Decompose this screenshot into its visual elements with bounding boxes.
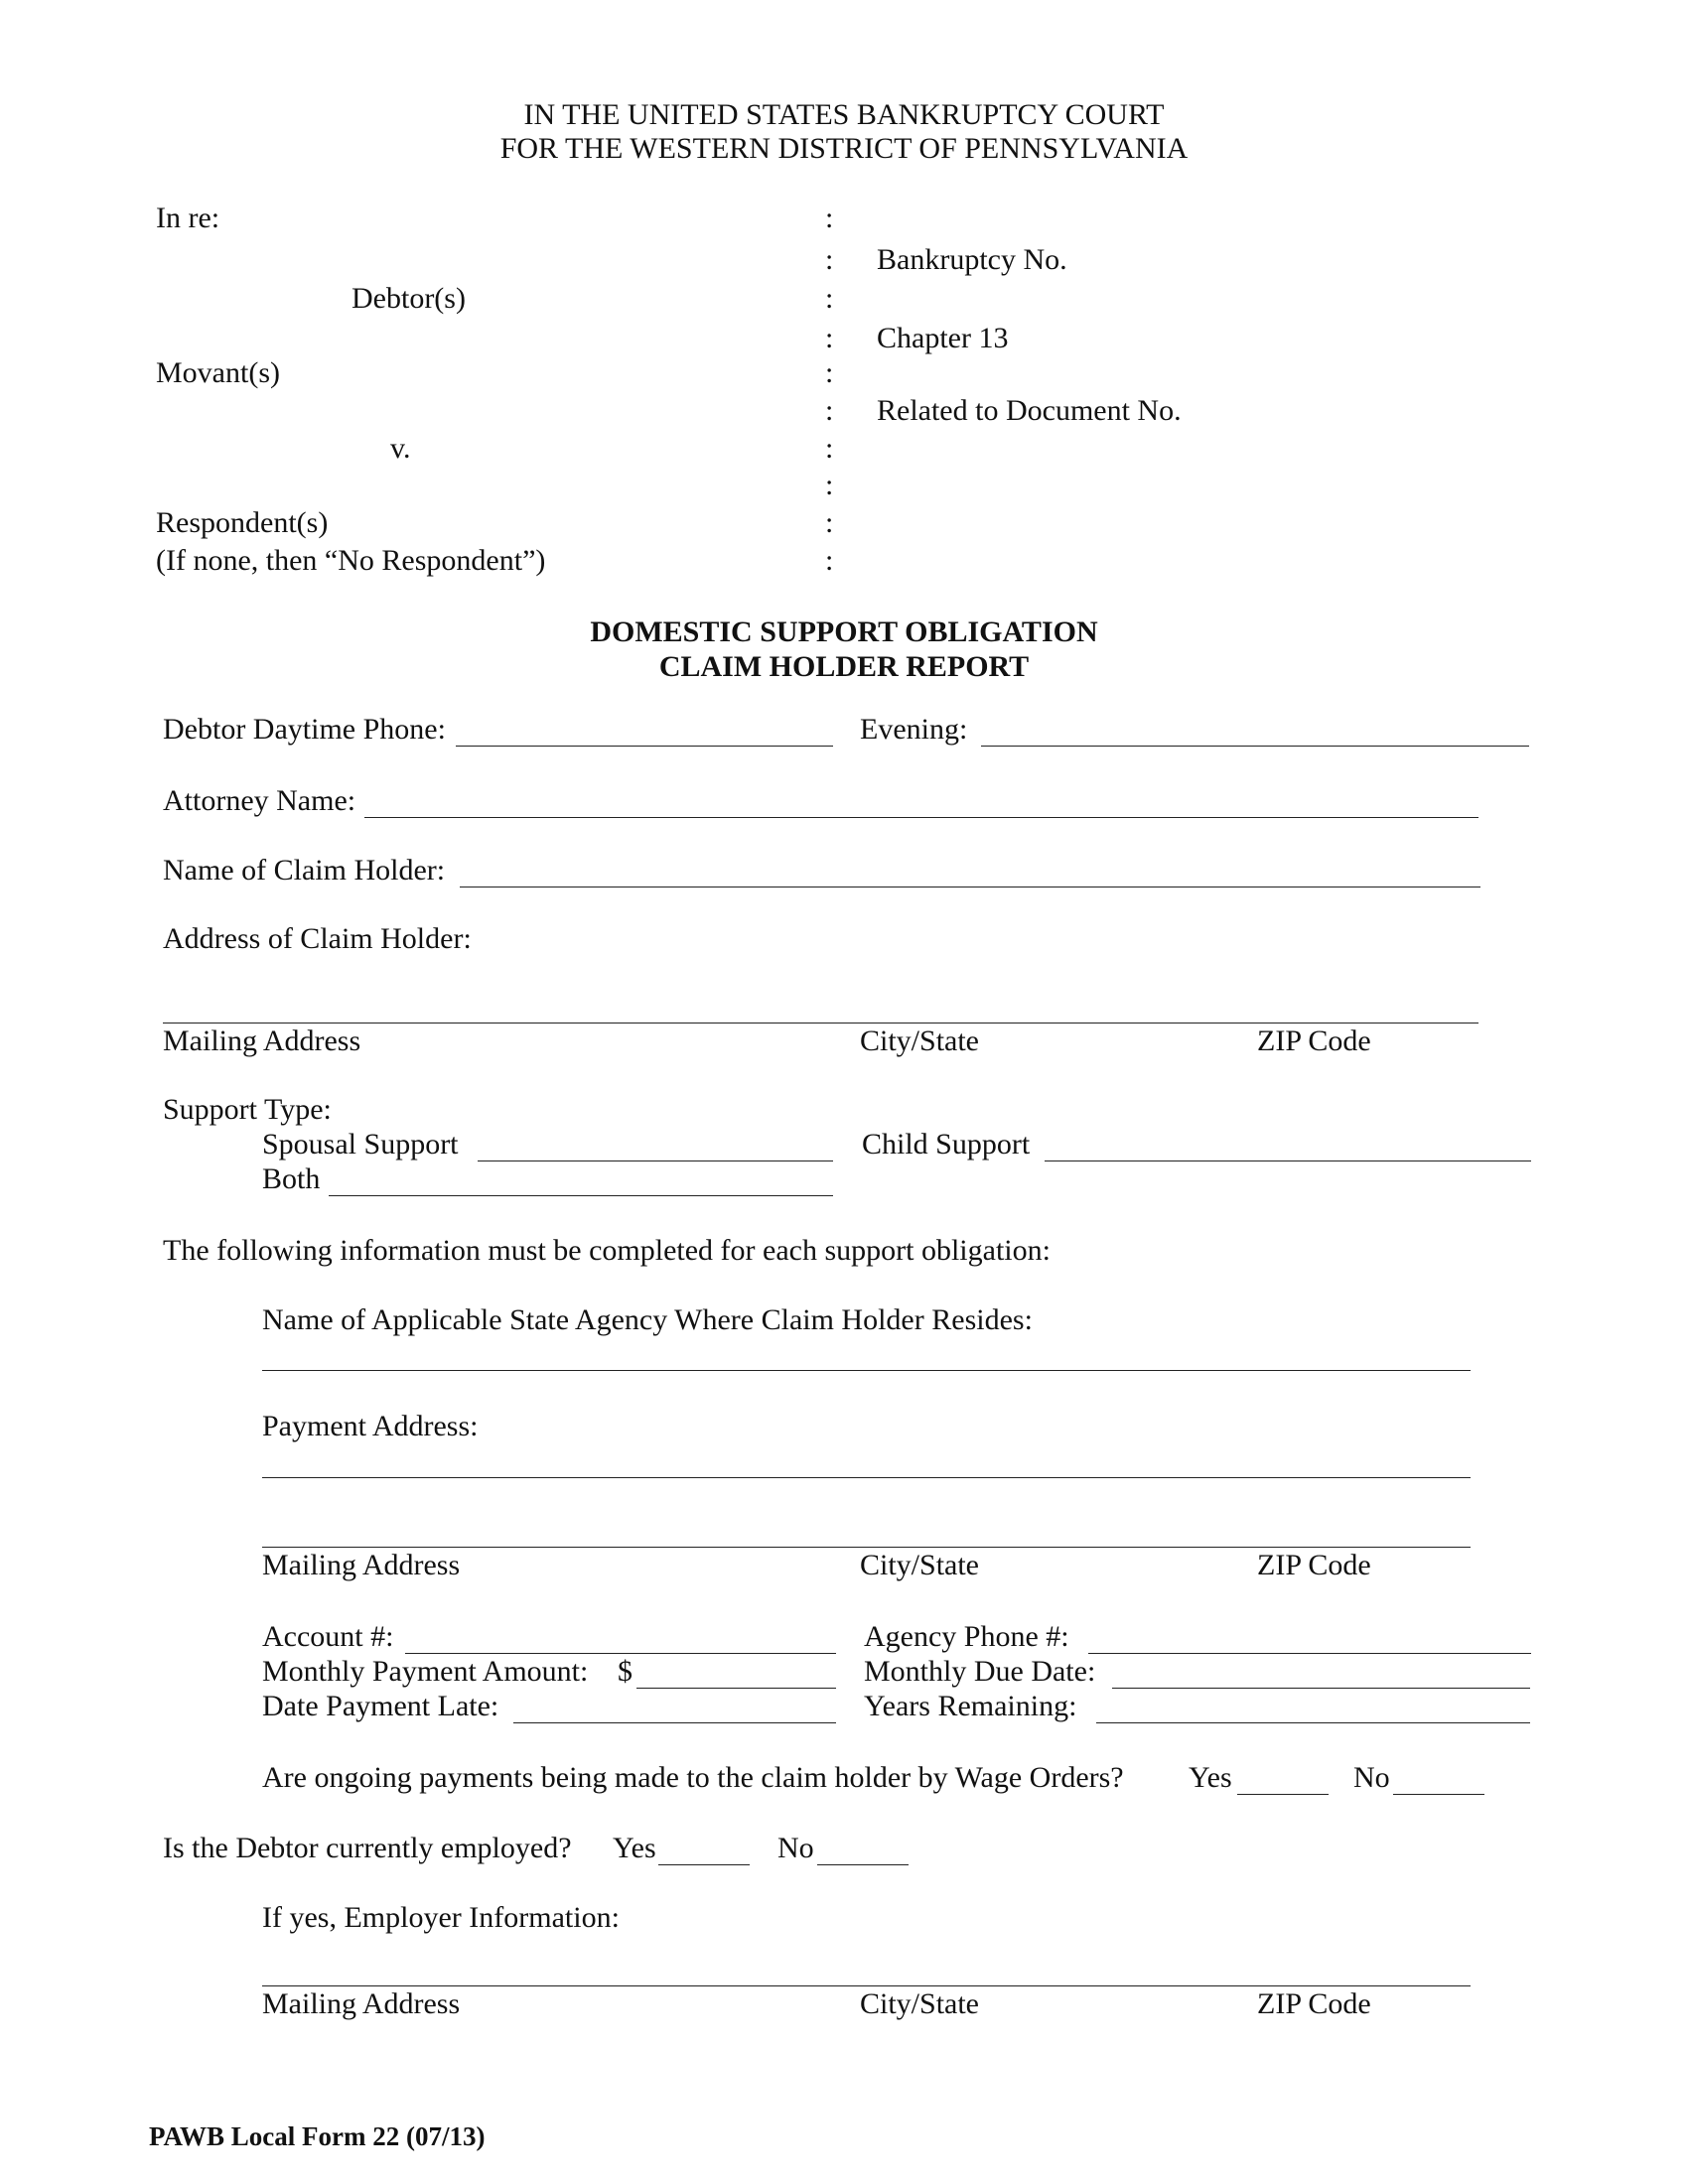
caption-colon: : bbox=[825, 469, 834, 501]
support-obligation-instructions: The following information must be completed for each support obligation: bbox=[163, 1234, 1051, 1267]
court-name-line-1: IN THE UNITED STATES BANKRUPTCY COURT bbox=[523, 98, 1165, 131]
wage-orders-no-label: No bbox=[1353, 1761, 1390, 1794]
payment-address-line-1-field[interactable] bbox=[262, 1477, 1471, 1478]
in-re-label: In re: bbox=[156, 202, 220, 234]
child-support-field[interactable] bbox=[1045, 1160, 1531, 1161]
agency-phone-label: Agency Phone #: bbox=[864, 1620, 1069, 1653]
support-type-label: Support Type: bbox=[163, 1093, 332, 1126]
spousal-support-label: Spousal Support bbox=[262, 1128, 459, 1160]
debtor-daytime-phone-field[interactable] bbox=[456, 746, 833, 747]
city-state-caption: City/State bbox=[860, 1549, 979, 1581]
mailing-address-caption: Mailing Address bbox=[163, 1024, 361, 1057]
wage-orders-no-field[interactable] bbox=[1393, 1794, 1484, 1795]
employed-yes-label: Yes bbox=[613, 1832, 656, 1864]
state-agency-field[interactable] bbox=[262, 1370, 1471, 1371]
claim-holder-address-label: Address of Claim Holder: bbox=[163, 922, 472, 955]
caption-colon: : bbox=[825, 506, 834, 539]
agency-phone-field[interactable] bbox=[1088, 1653, 1531, 1654]
movant-label: Movant(s) bbox=[156, 356, 280, 389]
caption-colon: : bbox=[825, 544, 834, 577]
payment-address-label: Payment Address: bbox=[262, 1410, 479, 1442]
mailing-address-caption: Mailing Address bbox=[262, 1549, 461, 1581]
bankruptcy-number-label: Bankruptcy No. bbox=[877, 243, 1067, 276]
report-title-line-2: CLAIM HOLDER REPORT bbox=[658, 650, 1030, 683]
monthly-payment-amount-label: Monthly Payment Amount: bbox=[262, 1655, 589, 1688]
years-remaining-label: Years Remaining: bbox=[864, 1690, 1077, 1722]
zip-code-caption: ZIP Code bbox=[1257, 1024, 1371, 1057]
related-document-label: Related to Document No. bbox=[877, 394, 1182, 427]
employed-yes-field[interactable] bbox=[658, 1864, 750, 1865]
employer-address-field[interactable] bbox=[262, 1985, 1471, 1986]
both-support-field[interactable] bbox=[329, 1195, 833, 1196]
monthly-due-date-field[interactable] bbox=[1112, 1688, 1530, 1689]
chapter-label: Chapter 13 bbox=[877, 322, 1009, 354]
attorney-name-label: Attorney Name: bbox=[163, 784, 356, 817]
wage-orders-question: Are ongoing payments being made to the claim holder by Wage Orders? bbox=[262, 1761, 1124, 1794]
monthly-due-date-label: Monthly Due Date: bbox=[864, 1655, 1096, 1688]
debtor-label: Debtor(s) bbox=[352, 282, 466, 315]
spousal-support-field[interactable] bbox=[478, 1160, 833, 1161]
employed-no-label: No bbox=[777, 1832, 814, 1864]
evening-phone-label: Evening: bbox=[860, 713, 968, 746]
dollar-sign: $ bbox=[618, 1655, 633, 1688]
city-state-caption: City/State bbox=[860, 1024, 979, 1057]
respondent-note: (If none, then “No Respondent”) bbox=[156, 544, 546, 577]
wage-orders-yes-label: Yes bbox=[1189, 1761, 1232, 1794]
caption-colon: : bbox=[825, 243, 834, 276]
date-payment-late-label: Date Payment Late: bbox=[262, 1690, 499, 1722]
payment-address-line-2-field[interactable] bbox=[262, 1547, 1471, 1548]
wage-orders-yes-field[interactable] bbox=[1237, 1794, 1329, 1795]
caption-colon: : bbox=[825, 282, 834, 315]
debtor-employed-question: Is the Debtor currently employed? bbox=[163, 1832, 572, 1864]
state-agency-label: Name of Applicable State Agency Where Claim Holder Resides: bbox=[262, 1303, 1033, 1336]
date-payment-late-field[interactable] bbox=[513, 1722, 836, 1723]
employer-information-label: If yes, Employer Information: bbox=[262, 1901, 620, 1934]
mailing-address-caption: Mailing Address bbox=[262, 1987, 461, 2020]
respondent-label: Respondent(s) bbox=[156, 506, 329, 539]
attorney-name-field[interactable] bbox=[364, 817, 1478, 818]
years-remaining-field[interactable] bbox=[1096, 1722, 1530, 1723]
court-name-line-2: FOR THE WESTERN DISTRICT OF PENNSYLVANIA bbox=[499, 132, 1189, 165]
zip-code-caption: ZIP Code bbox=[1257, 1549, 1371, 1581]
debtor-daytime-phone-label: Debtor Daytime Phone: bbox=[163, 713, 446, 746]
claim-holder-name-label: Name of Claim Holder: bbox=[163, 854, 446, 887]
versus-label: v. bbox=[390, 432, 411, 465]
caption-colon: : bbox=[825, 356, 834, 389]
report-title-line-1: DOMESTIC SUPPORT OBLIGATION bbox=[590, 615, 1098, 648]
monthly-payment-amount-field[interactable] bbox=[636, 1688, 836, 1689]
caption-colon: : bbox=[825, 432, 834, 465]
caption-colon: : bbox=[825, 322, 834, 354]
form-identifier: PAWB Local Form 22 (07/13) bbox=[149, 2121, 486, 2151]
both-support-label: Both bbox=[262, 1162, 321, 1195]
city-state-caption: City/State bbox=[860, 1987, 979, 2020]
child-support-label: Child Support bbox=[862, 1128, 1031, 1160]
account-number-field[interactable] bbox=[405, 1653, 836, 1654]
evening-phone-field[interactable] bbox=[981, 746, 1529, 747]
caption-colon: : bbox=[825, 202, 834, 234]
employed-no-field[interactable] bbox=[817, 1864, 909, 1865]
caption-colon: : bbox=[825, 394, 834, 427]
claim-holder-address-field[interactable] bbox=[163, 1023, 1478, 1024]
account-number-label: Account #: bbox=[262, 1620, 394, 1653]
zip-code-caption: ZIP Code bbox=[1257, 1987, 1371, 2020]
